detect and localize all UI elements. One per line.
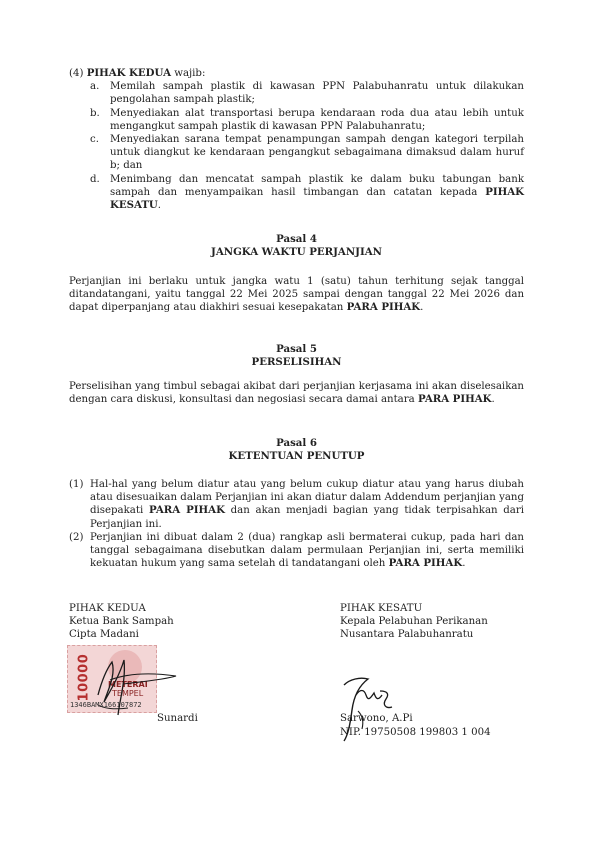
list-item-text: Menyediakan sarana tempat penampungan sampah dengan kategori terpilah untuk diangkut ke kendaraan pengangkut sebagaimana dimaksud dalam huruf b; dan (110, 134, 524, 172)
list-item-label: c. (90, 134, 99, 146)
list-item-text-part: dan akan menjadi bagian yang tidak terpisahkan dari Perjanjian ini. (90, 505, 524, 530)
pasal-4-text (69, 275, 524, 315)
signature-right-ink (330, 655, 400, 745)
pasal-title: PERSELISIHAN (251, 356, 342, 369)
role-line: Nusantara Palabuhanratu (340, 629, 474, 641)
list-item-label: a. (90, 81, 100, 93)
role-line: Kepala Pelabuhan Perikanan (340, 616, 488, 628)
stamp-label: METERAI (108, 680, 148, 689)
pasal-6-heading (69, 437, 524, 463)
signature-left-ink (68, 640, 188, 730)
pasal-4-heading (69, 233, 524, 259)
pasal-number: Pasal 5 (276, 343, 317, 355)
pasal-5-text (69, 380, 524, 406)
list-item-text-part: . (462, 558, 466, 570)
point-4-list (90, 80, 524, 212)
list-item-text-part: Hal-hal yang belum diatur atau yang belum cukup diatur atau yang harus diubah atau disesuaikan dalam Perjanjian ini akan diatur dalam Addendum perjanjian yang disepakati (90, 479, 524, 517)
list-item-text (90, 531, 524, 571)
point-4-number: (4) (69, 68, 84, 79)
pasal-5-heading (69, 343, 524, 369)
list-item-label: b. (90, 107, 100, 119)
list-item (69, 531, 524, 571)
point-4-lead-text: wajib: (170, 68, 206, 79)
list-item-text-part: Menimbang dan mencatat sampah plastik ke dalam buku tabungan bank sampah dan menyampaikan hasil timbangan dan catatan kepada (110, 173, 524, 198)
stamp-serial: 1346BAMX166107872 (70, 701, 142, 709)
role-line: Ketua Bank Sampah (69, 616, 174, 628)
list-item-label: d. (90, 173, 100, 185)
list-item (90, 133, 524, 173)
party-label: PIHAK KESATU (340, 603, 423, 614)
party-name: PARA PIHAK (346, 301, 421, 314)
stamp-value: 10000 (76, 653, 92, 702)
list-item-text: Memilah sampah plastik di kawasan PPN Palabuhanratu untuk dilakukan pengolahan sampah plastik; (110, 81, 524, 106)
party-name: PARA PIHAK (417, 393, 492, 406)
pasal-text: Perselisihan yang timbul sebagai akibat dari perjanjian kerjasama ini akan diselesaikan dengan cara diskusi, konsultasi dan negosiasi secara damai antara (69, 381, 524, 406)
signatory-name: Sunardi (157, 713, 198, 724)
list-item (69, 478, 524, 531)
list-item-text (90, 478, 524, 531)
list-item-text: Menyediakan alat transportasi berupa kendaraan roda dua atau lebih untuk mengangkut sampah plastik di kawasan PPN Palabuhanratu; (110, 107, 524, 132)
list-item (90, 80, 524, 106)
list-item (90, 107, 524, 133)
signatory-name: Sarwono, A.Pi (340, 713, 413, 724)
list-item-end: . (157, 200, 162, 212)
stamp-label: TEMPEL (112, 689, 144, 698)
signatory-nip: NIP. 19750508 199803 1 004 (340, 727, 491, 738)
party-name: PIHAK KESATU (110, 185, 524, 212)
pasal-end: . (491, 394, 495, 406)
pasal-end: . (420, 302, 424, 314)
list-item-text-part: Perjanjian ini dibuat dalam 2 (dua) rangkap asli bermaterai cukup, pada hari dan tanggal sebagaimana disebutkan dalam permulaan Perjanjian ini, serta memiliki kekuatan hukum yang sama setelah di tandatangani oleh (90, 531, 524, 570)
role-line: Cipta Madani (69, 629, 139, 641)
party-label: PIHAK KEDUA (69, 603, 146, 614)
party-name: PARA PIHAK (388, 557, 463, 570)
list-item-label: (1) (69, 479, 84, 490)
list-item (90, 173, 524, 213)
pasal-6-list (69, 478, 524, 570)
signature-right (340, 602, 550, 738)
pasal-number: Pasal 6 (276, 437, 317, 449)
point-4 (69, 67, 524, 212)
list-item-text (110, 173, 524, 213)
pasal-number: Pasal 4 (276, 233, 317, 245)
list-item-label: (2) (69, 531, 84, 543)
pasal-title: KETENTUAN PENUTUP (228, 450, 365, 463)
party-name: PARA PIHAK (148, 504, 225, 517)
point-4-party: PIHAK KEDUA (86, 67, 171, 79)
pasal-text: Perjanjian ini berlaku untuk jangka watu 1 (satu) tahun terhitung sejak tanggal ditandatangani, yaitu tanggal 22 Mei 2025 sampai dengan tanggal 22 Mei 2026 dan dapat diperpanjang atau diakhiri sesuai kesepakatan (69, 276, 524, 314)
point-4-lead (69, 67, 524, 80)
pasal-title: JANGKA WAKTU PERJANJIAN (211, 246, 382, 259)
